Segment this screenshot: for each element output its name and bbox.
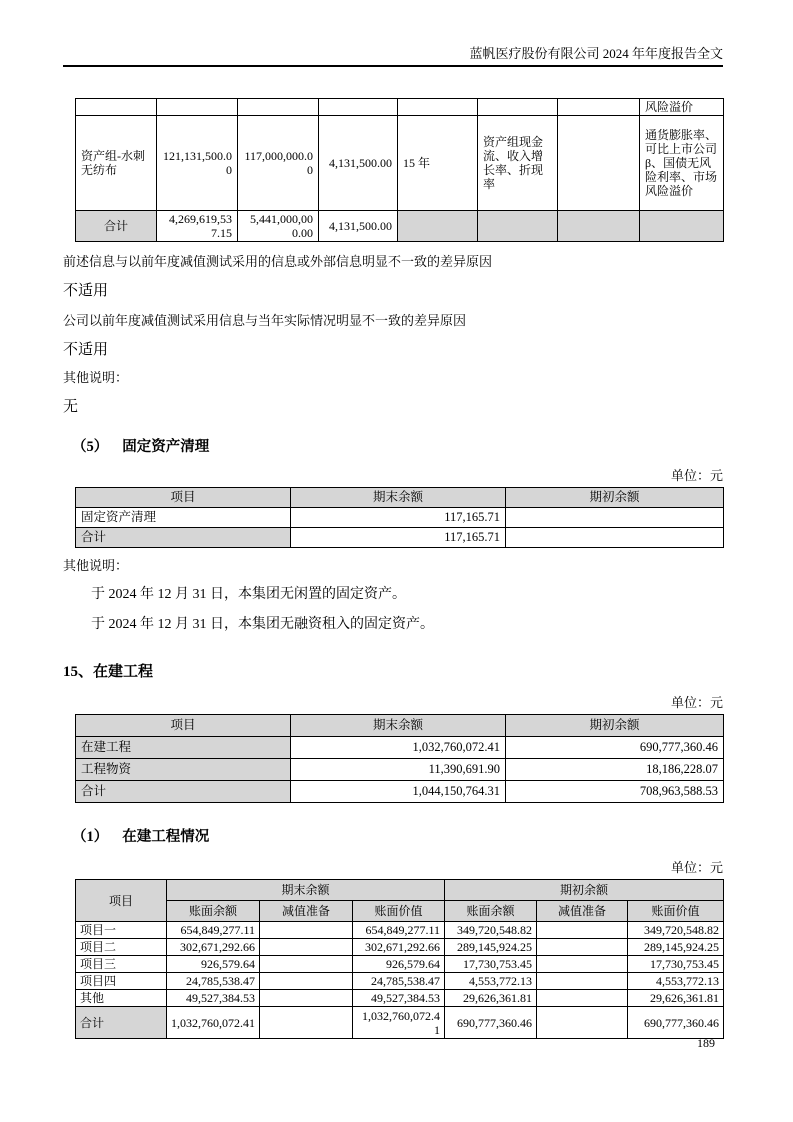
cell: 固定资产清理 xyxy=(76,508,291,528)
report-title: 蓝帆医疗股份有限公司 2024 年年度报告全文 xyxy=(469,46,723,61)
total-row xyxy=(76,1007,724,1039)
header-row xyxy=(76,880,724,901)
cell: 4,269,619,537.15 xyxy=(157,211,238,242)
cell xyxy=(537,922,628,939)
row-label-cell: 在建工程 xyxy=(76,737,291,759)
cell: 5,441,000,000.00 xyxy=(238,211,319,242)
page-content xyxy=(63,0,723,1039)
total-label-cell: 合计 xyxy=(76,1007,167,1039)
section-15-heading: 15、在建工程 xyxy=(63,664,154,680)
cell: 690,777,360.46 xyxy=(506,737,724,759)
header-cell: 账面余额 xyxy=(445,901,537,922)
cell: 1,044,150,764.31 xyxy=(291,781,506,803)
cell xyxy=(76,99,157,116)
cell xyxy=(558,116,640,211)
header-cell: 项目 xyxy=(76,880,167,922)
cell xyxy=(537,973,628,990)
cell xyxy=(260,1007,353,1039)
total-row xyxy=(76,528,724,548)
cell xyxy=(537,990,628,1007)
table-row xyxy=(76,990,724,1007)
cell xyxy=(506,508,724,528)
header-cell: 期末余额 xyxy=(291,715,506,737)
asset-group-name-cell: 资产组-水刺无纺布 xyxy=(76,116,157,211)
cell: 654,849,277.11 xyxy=(353,922,445,939)
other-notes-label: 其他说明： xyxy=(63,370,129,385)
cell xyxy=(260,990,353,1007)
table-row xyxy=(76,759,724,781)
cell: 302,671,292.66 xyxy=(167,939,260,956)
cell: 117,165.71 xyxy=(291,508,506,528)
total-row xyxy=(76,781,724,803)
cell: 15 年 xyxy=(398,116,478,211)
row-label-cell: 项目四 xyxy=(76,973,167,990)
section-number: （1） xyxy=(72,829,109,845)
cell xyxy=(537,1007,628,1039)
row-label-cell: 工程物资 xyxy=(76,759,291,781)
cell xyxy=(558,99,640,116)
cell: 117,165.71 xyxy=(291,528,506,548)
cell: 49,527,384.53 xyxy=(167,990,260,1007)
unit-label: 单位：元 xyxy=(670,468,723,483)
impairment-prior-year-diff-answer: 不适用 xyxy=(63,283,109,299)
cell xyxy=(260,956,353,973)
cell: 708,963,588.53 xyxy=(506,781,724,803)
cell: 117,000,000.00 xyxy=(238,116,319,211)
cell: 289,145,924.25 xyxy=(628,939,724,956)
cell: 17,730,753.45 xyxy=(628,956,724,973)
section-15-1-heading xyxy=(63,825,723,846)
cell: 690,777,360.46 xyxy=(445,1007,537,1039)
unit-label: 单位：元 xyxy=(670,860,723,875)
cell xyxy=(398,99,478,116)
cell: 18,186,228.07 xyxy=(506,759,724,781)
cell: 654,849,277.11 xyxy=(167,922,260,939)
cell: 121,131,500.00 xyxy=(157,116,238,211)
header-cell: 账面余额 xyxy=(167,901,260,922)
table-row xyxy=(76,508,724,528)
cell: 资产组现金流、收入增长率、折现率 xyxy=(478,116,558,211)
cell xyxy=(260,922,353,939)
cell: 49,527,384.53 xyxy=(353,990,445,1007)
table-row xyxy=(76,956,724,973)
cell xyxy=(537,939,628,956)
header-cell: 期末余额 xyxy=(291,488,506,508)
total-label-cell: 合计 xyxy=(76,211,157,242)
cell: 24,785,538.47 xyxy=(353,973,445,990)
fixed-assets-notes-label: 其他说明： xyxy=(63,558,129,573)
cell xyxy=(537,956,628,973)
table-row xyxy=(76,99,724,116)
cell xyxy=(238,99,319,116)
cell: 11,390,691.90 xyxy=(291,759,506,781)
row-label-cell: 项目一 xyxy=(76,922,167,939)
cell: 4,131,500.00 xyxy=(319,211,398,242)
header-cell: 期初余额 xyxy=(506,488,724,508)
fixed-assets-note-leased: 于 2024 年 12 月 31 日，本集团无融资租入的固定资产。 xyxy=(91,617,434,632)
header-cell: 账面价值 xyxy=(353,901,445,922)
row-label-cell: 项目二 xyxy=(76,939,167,956)
row-label-cell: 项目三 xyxy=(76,956,167,973)
cell xyxy=(506,528,724,548)
cell xyxy=(157,99,238,116)
cell: 926,579.64 xyxy=(167,956,260,973)
cell: 24,785,538.47 xyxy=(167,973,260,990)
section-title: 固定资产清理 xyxy=(122,439,210,455)
header-row xyxy=(76,901,724,922)
cell: 17,730,753.45 xyxy=(445,956,537,973)
header-row xyxy=(76,488,724,508)
impairment-actual-diff-answer: 不适用 xyxy=(63,342,109,358)
other-notes-value: 无 xyxy=(63,399,79,415)
header-group-cell: 期末余额 xyxy=(167,880,445,901)
cell: 349,720,548.82 xyxy=(445,922,537,939)
cell: 通货膨胀率、可比上市公司β、国债无风险利率、市场风险溢价 xyxy=(640,116,724,211)
construction-in-progress-detail-table xyxy=(75,879,724,1039)
cell: 29,626,361.81 xyxy=(445,990,537,1007)
header-cell: 期初余额 xyxy=(506,715,724,737)
cell xyxy=(398,211,478,242)
header-cell: 项目 xyxy=(76,488,291,508)
row-label-cell: 其他 xyxy=(76,990,167,1007)
cell: 1,032,760,072.41 xyxy=(291,737,506,759)
cell: 302,671,292.66 xyxy=(353,939,445,956)
total-label-cell: 合计 xyxy=(76,781,291,803)
page-number: 189 xyxy=(697,1036,715,1050)
header-row xyxy=(76,715,724,737)
cell xyxy=(478,99,558,116)
table-row xyxy=(76,737,724,759)
fixed-assets-disposal-table xyxy=(75,487,724,548)
cell xyxy=(640,211,724,242)
header-cell: 减值准备 xyxy=(260,901,353,922)
unit-label: 单位：元 xyxy=(670,695,723,710)
cell xyxy=(319,99,398,116)
cell: 4,553,772.13 xyxy=(628,973,724,990)
cell: 690,777,360.46 xyxy=(628,1007,724,1039)
cell: 1,032,760,072.41 xyxy=(167,1007,260,1039)
header-cell: 账面价值 xyxy=(628,901,724,922)
section-5-heading xyxy=(63,435,723,456)
cell xyxy=(478,211,558,242)
table-row xyxy=(76,973,724,990)
section-number: （5） xyxy=(72,439,109,455)
cell: 29,626,361.81 xyxy=(628,990,724,1007)
cell: 风险溢价 xyxy=(640,99,724,116)
total-row xyxy=(76,211,724,242)
cell: 4,553,772.13 xyxy=(445,973,537,990)
document-header xyxy=(63,0,723,67)
fixed-assets-note-idle: 于 2024 年 12 月 31 日，本集团无闲置的固定资产。 xyxy=(91,587,406,602)
cell xyxy=(260,939,353,956)
cell: 349,720,548.82 xyxy=(628,922,724,939)
header-cell: 项目 xyxy=(76,715,291,737)
impairment-assumptions-table xyxy=(75,98,724,242)
construction-in-progress-summary-table xyxy=(75,714,724,803)
cell: 926,579.64 xyxy=(353,956,445,973)
header-cell: 减值准备 xyxy=(537,901,628,922)
cell: 1,032,760,072.41 xyxy=(353,1007,445,1039)
section-title: 在建工程情况 xyxy=(122,829,210,845)
cell: 289,145,924.25 xyxy=(445,939,537,956)
table-row xyxy=(76,939,724,956)
header-group-cell: 期初余额 xyxy=(445,880,724,901)
table-row xyxy=(76,116,724,211)
impairment-actual-diff-question: 公司以前年度减值测试采用信息与当年实际情况明显不一致的差异原因 xyxy=(63,313,467,328)
cell: 4,131,500.00 xyxy=(319,116,398,211)
cell xyxy=(260,973,353,990)
impairment-prior-year-diff-question: 前述信息与以前年度减值测试采用的信息或外部信息明显不一致的差异原因 xyxy=(63,254,493,269)
total-label-cell: 合计 xyxy=(76,528,291,548)
table-row xyxy=(76,922,724,939)
cell xyxy=(558,211,640,242)
